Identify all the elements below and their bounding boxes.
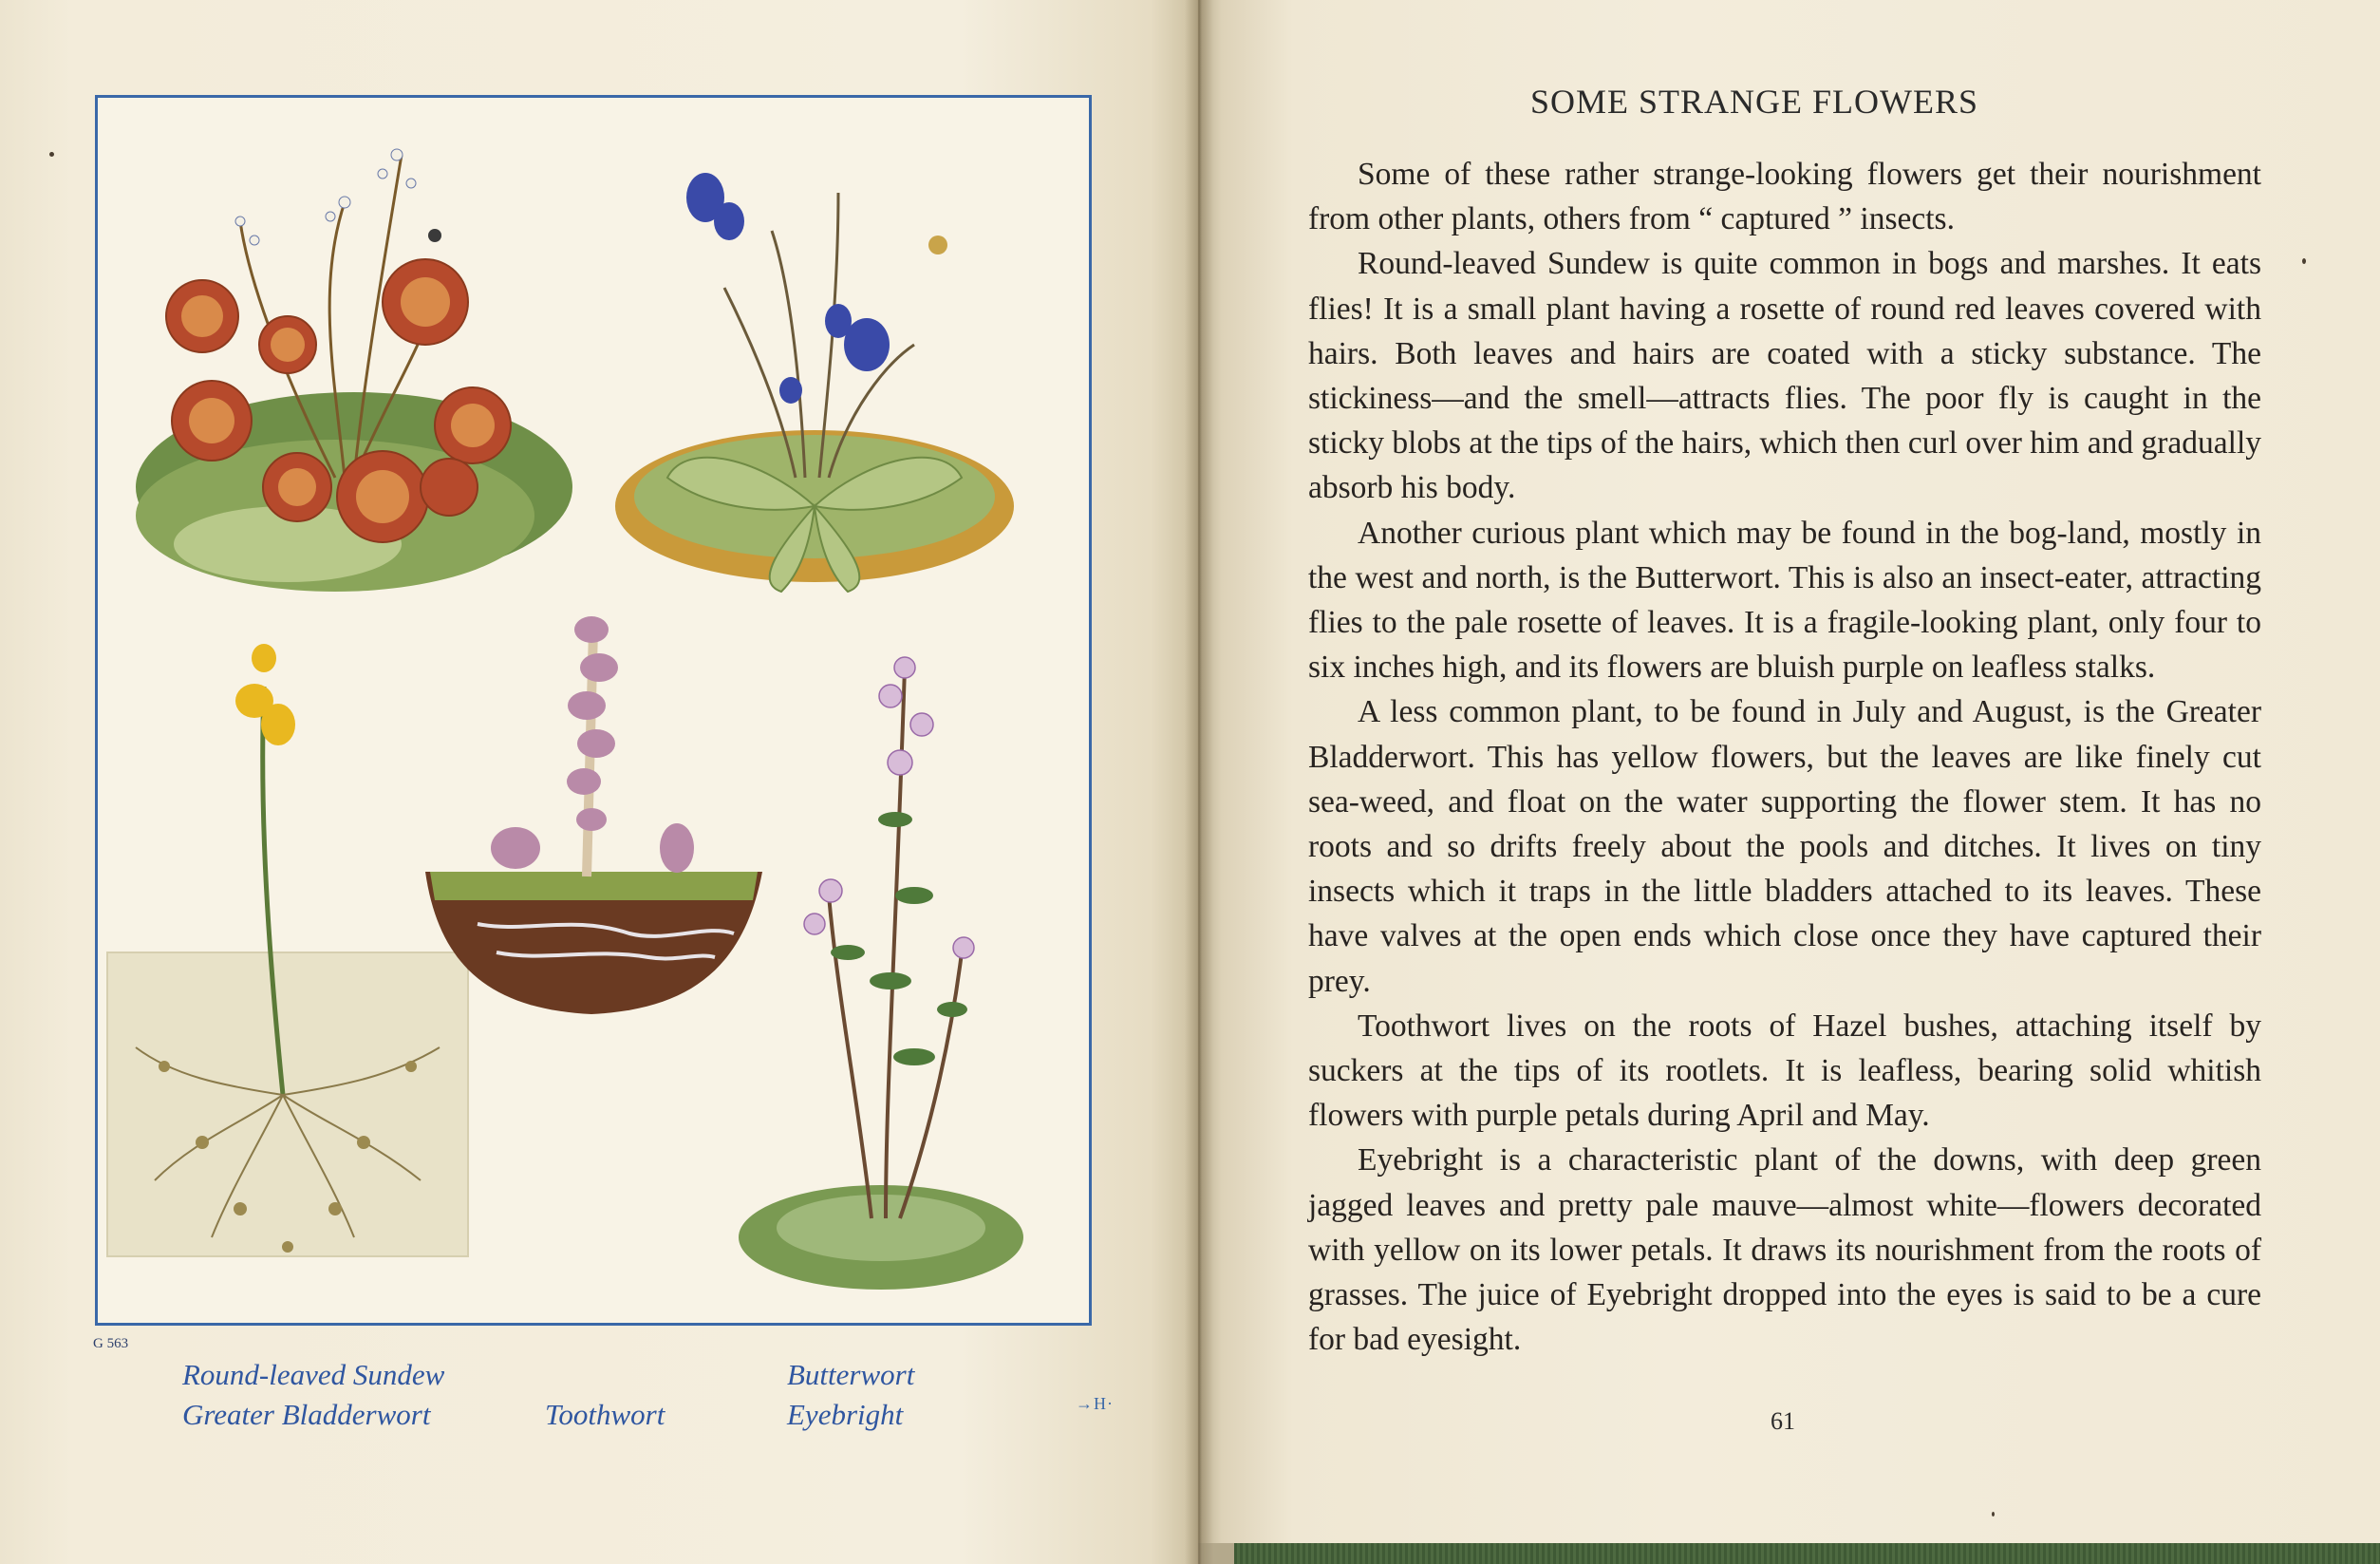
sundew-illustration [136,149,572,592]
paragraph: Eyebright is a characteristic plant of the downs, with deep green jagged leaves and pretty pale mauve—almost white—flowers decorated with yellow on its lower petals. It draws its nourishment from the roots of grasses. The juice of Eyebright dropped into the eyes is said to be a cure for bad eyesight. [1308,1142,2261,1358]
artist-initials: →H· [1076,1394,1114,1413]
paragraph: Round-leaved Sundew is quite common in bogs and marshes. It eats flies! It is a small plant having a rosette of round red leaves covered with hairs. Both leaves and hairs are coated with a sticky substance. The stickiness—and the smell—attracts flies. The poor fly is caught in the sticky blobs at the tips of the hairs, which then curl over him and gradually absorb his body. [1308,246,2261,506]
paragraph: Some of these rather strange-looking flowers get their nourishment from other plants, others from “ captured ” insects. [1308,157,2261,237]
paper-speck [1992,1512,1995,1517]
caption-greater-bladderwort: Greater Bladderwort [182,1398,431,1431]
butterwort-illustration [615,173,1014,592]
body-text [1308,152,2261,1362]
caption-butterwort: Butterwort [787,1358,915,1391]
plate-illustrations [98,98,1089,1323]
caption-round-leaved-sundew: Round-leaved Sundew [182,1358,445,1391]
toothwort-illustration [425,616,762,1014]
book-cover-edge [1234,1543,2380,1564]
paragraph: Toothwort lives on the roots of Hazel bushes, attaching itself by suckers at the tips of its rootlets. It is leafless, bearing solid whitish flowers with purple petals during April and May. [1308,1008,2261,1134]
paper-speck [2302,258,2306,264]
caption-eyebright: Eyebright [787,1398,904,1431]
bladderwort-illustration [107,644,468,1256]
paragraph: Another curious plant which may be found in the bog-land, mostly in the west and north, is the Butterwort. This is also an insect-eater, attracting flies to the pale rosette of leaves. It is a fragile-looking plant, only four to six inches high, and its flowers are bluish purple on leafless stalks. [1308,515,2261,686]
book-gutter [1185,0,1213,1564]
paper-speck [49,152,54,157]
plate-number: G 563 [93,1336,129,1351]
eyebright-illustration [739,657,1023,1290]
paragraph: A less common plant, to be found in July and August, is the Greater Bladderwort. This has yellow flowers, but the leaves are like finely cut sea-weed, and float on the water supporting the flower stem. It has no roots and so drifts freely about the pools and ditches. It lives on tiny insects which it traps in the little bladders attached to its leaves. These have valves at the open ends which close once they have captured their prey. [1308,694,2261,999]
caption-toothwort: Toothwort [545,1398,665,1431]
page-title: SOME STRANGE FLOWERS [1530,83,1979,121]
page-number: 61 [1771,1407,1795,1435]
